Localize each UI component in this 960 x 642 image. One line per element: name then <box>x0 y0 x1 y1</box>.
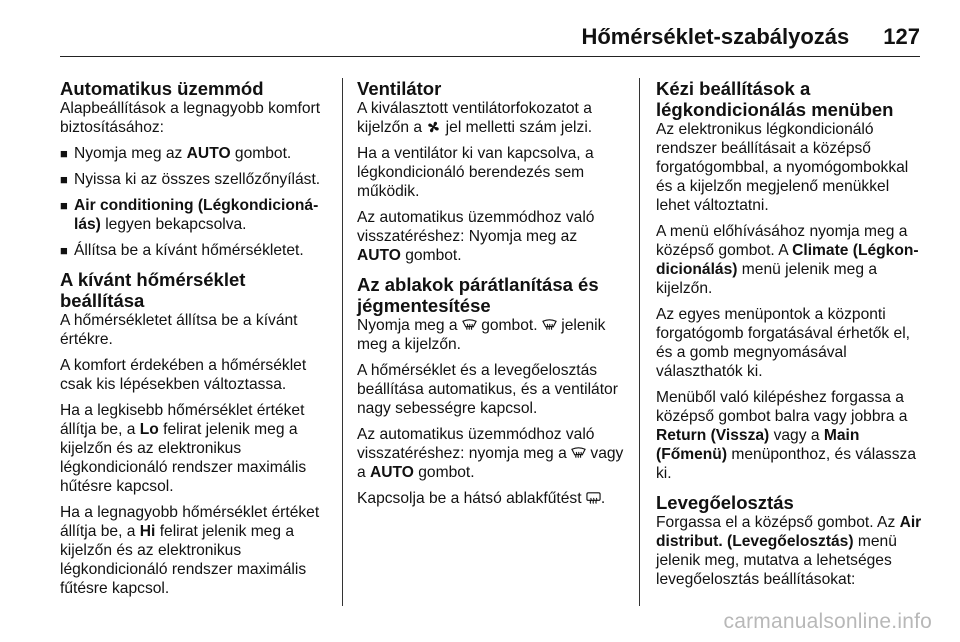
windscreen-defrost-icon <box>542 318 557 332</box>
heading-automatic-mode: Automatikus üzemmód <box>60 78 264 99</box>
text: . <box>600 490 606 507</box>
paragraph <box>60 401 332 496</box>
bullet-icon: ■ <box>60 198 68 213</box>
paragraph: Az elektronikus légkondicionáló rendszer beállításait a középső forgatógombbal, a nyomógombokkal és a kijelzőn megjelenő menükkel lehet változtatni. <box>656 121 909 214</box>
text: Ha a legnagyobb hőmérséklet értéket állítja be, a <box>60 504 320 540</box>
bold-text: AUTO <box>186 145 231 162</box>
bullet-icon: ■ <box>60 243 68 258</box>
paragraph <box>656 388 926 483</box>
bold-text: AUTO <box>370 464 414 481</box>
list-item <box>60 144 332 163</box>
paragraph <box>357 489 625 508</box>
text: Állítsa be a kívánt hőmérsékletet. <box>74 242 304 259</box>
text: Ha a legkisebb hőmérséklet értéket állítja be, a <box>60 402 305 438</box>
text: A kiválasztott ventilátorfokozatot a kijelzőn a <box>357 100 592 136</box>
page-header <box>60 16 920 57</box>
text: Nyissa ki az összes szellőzőnyílást. <box>74 171 321 188</box>
bold-text: Return (Vissza) <box>656 427 770 444</box>
heading-temperature: A kívánt hőmérséklet beállítása <box>60 269 246 311</box>
text: menü jelenik meg a kijelzőn. <box>656 261 878 297</box>
windscreen-defrost-icon <box>571 446 586 460</box>
column-divider <box>342 78 343 606</box>
text: felirat jelenik meg a kijelzőn és az elektronikus légkondicionáló rendszer maximális fűtésre kapcsol. <box>60 523 307 597</box>
text: gombot. <box>230 145 292 162</box>
page-title: Hőmérséklet-szabályozás <box>581 24 850 49</box>
list-item <box>60 196 332 234</box>
text: A menü előhívásához nyomja meg a középső gombot. A <box>656 223 908 259</box>
column-2 <box>357 78 625 515</box>
bullet-icon: ■ <box>60 172 68 187</box>
paragraph <box>656 513 926 589</box>
paragraph <box>60 503 332 598</box>
bold-text: Air conditioning (Légkondicionálás) <box>74 197 319 233</box>
text: gombot. <box>413 464 475 481</box>
text: Forgassa el a középső gombot. Az <box>656 514 900 531</box>
paragraph <box>357 425 625 482</box>
bullet-icon: ■ <box>60 146 68 161</box>
windscreen-defrost-icon <box>462 318 477 332</box>
text: felirat jelenik meg a kijelzőn és az elektronikus légkondicionáló rendszer maximális hűtésre kapcsol. <box>60 421 307 495</box>
paragraph: A komfort érdekében a hőmérséklet csak kis lépésekben változtassa. <box>60 357 307 393</box>
text: legyen bekapcsolva. <box>100 216 247 233</box>
heading-fan: Ventilátor <box>357 78 442 99</box>
paragraph: Az egyes menüpontok a központi forgatógomb forgatásával érhetők el, és a gomb megnyomásával választhatók ki. <box>656 306 910 380</box>
paragraph <box>357 208 625 265</box>
paragraph: Ha a ventilátor ki van kapcsolva, a légkondicionáló berendezés sem működik. <box>357 145 594 200</box>
text: vagy a <box>769 427 824 444</box>
text: menüponthoz, és válassza ki. <box>656 446 916 482</box>
fan-icon <box>426 120 441 134</box>
text: jelenik meg a kijelzőn. <box>357 317 606 353</box>
heading-defrost: Az ablakok párátlanítása és jégmentesítése <box>357 274 599 316</box>
text: gombot. <box>476 317 542 334</box>
text: Nyomja meg a <box>357 317 462 334</box>
paragraph <box>357 99 625 137</box>
column-divider <box>639 78 640 606</box>
bold-text: Hi <box>139 523 156 540</box>
column-3 <box>656 78 926 596</box>
bold-text: AUTO <box>357 247 401 264</box>
text: jel melletti szám jelzi. <box>441 119 593 136</box>
text: Az automatikus üzemmódhoz való visszatéréshez: Nyomja meg az <box>357 209 595 245</box>
list-item <box>60 241 332 260</box>
page-number: 127 <box>883 24 920 49</box>
watermark: carmanualsonline.info <box>723 610 932 633</box>
paragraph: A hőmérséklet és a levegőelosztás beállítása automatikus, és a ventilátor nagy sebességre kapcsol. <box>357 362 618 417</box>
list-item <box>60 170 332 189</box>
rear-window-heating-icon <box>586 491 601 505</box>
bold-text: Lo <box>139 421 159 438</box>
heading-air-distribution: Levegőelosztás <box>656 492 794 513</box>
paragraph: Alapbeállítások a legnagyobb komfort biztosításához: <box>60 100 321 136</box>
bold-text: Air distribut. (Levegőelosztás) <box>656 514 922 550</box>
text: Menüből való kilépéshez forgassa a középső gombot balra vagy jobbra a <box>656 389 908 425</box>
text: Az automatikus üzemmódhoz való visszatéréshez: nyomja meg a <box>357 426 595 462</box>
text: menü jelenik meg, mutatva a lehetséges levegőelosztás beállításokat: <box>656 533 897 588</box>
text: Nyomja meg az <box>74 145 187 162</box>
column-1 <box>60 78 332 605</box>
bold-text: Climate (Légkondicionálás) <box>656 242 919 278</box>
paragraph <box>656 222 926 298</box>
heading-manual-settings: Kézi beállítások a légkondicionálás menüben <box>656 78 894 120</box>
bold-text: Main (Főmenü) <box>656 427 860 463</box>
paragraph: A hőmérsékletet állítsa be a kívánt értékre. <box>60 312 298 348</box>
text: gombot. <box>400 247 462 264</box>
paragraph <box>357 316 625 354</box>
text: vagy a <box>357 445 624 481</box>
text: Kapcsolja be a hátsó ablakfűtést <box>357 490 586 507</box>
